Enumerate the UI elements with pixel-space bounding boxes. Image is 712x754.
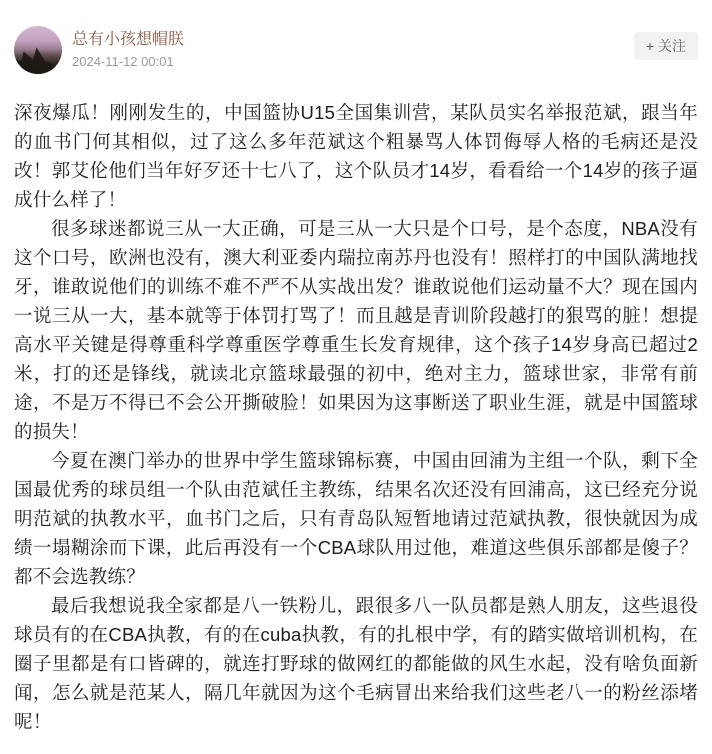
post-paragraph: 很多球迷都说三从一大正确，可是三从一大只是个口号，是个态度，NBA没有这个口号，欧洲也没有，澳大利亚委内瑞拉南苏丹也没有！照样打的中国队满地找牙，谁敢说他们的训练不难不严不从实战出发？谁敢说他们运动量不大？现在国内一说三从一大，基本就等于体罚打骂了！而且越是青训阶段越打的狠骂的脏！想提高水平关键是得尊重科学尊重医学尊重生长发育规律，这个孩子14岁身高已超过2米，打的还是锋线，就读北京篮球最强的初中，绝对主力，篮球世家，非常有前途，不是万不得已不会公开撕破脸！如果因为这事断送了职业生涯，就是中国篮球的损失！ [14,218,698,442]
post-paragraph: 今夏在澳门举办的世界中学生篮球锦标赛，中国由回浦为主组一个队，剩下全国最优秀的球员组一个队由范斌任主教练，结果名次还没有回浦高，这已经充分说明范斌的执教水平，血书门之后，只有青岛队短暂地请过范斌执教，很快就因为成绩一塌糊涂而下课，此后再没有一个CBA球队用过他，难道这些俱乐部都是傻子？都不会选教练？ [14,450,698,587]
avatar[interactable] [14,26,62,74]
post-body [14,98,698,736]
post-paragraph: 最后我想说我全家都是八一铁粉儿，跟很多八一队员都是熟人朋友，这些退役球员有的在CBA执教，有的在cuba执教，有的扎根中学，有的踏实做培训机构，在圈子里都是有口皆碑的，就连打野球的做网红的都能做的风生水起，没有啥负面新闻，怎么就是范某人，隔几年就因为这个毛病冒出来给我们这些老八一的粉丝添堵呢！ [14,595,698,732]
author-name[interactable]: 总有小孩想帽朕 [72,31,185,48]
post-paragraph: 深夜爆瓜！刚刚发生的，中国篮协U15全国集训营，某队员实名举报范斌，跟当年的血书门何其相似，过了这么多年范斌这个粗暴骂人体罚侮辱人格的毛病还是没改！郭艾伦他们当年好歹还十七八了，这个队员才14岁，看看给一个14岁的孩子逼成什么样了！ [14,102,698,210]
post-header [14,26,698,74]
author-meta [72,26,184,71]
follow-button[interactable]: + 关注 [634,32,698,60]
post-timestamp: 2024-11-12 00:01 [72,54,174,69]
